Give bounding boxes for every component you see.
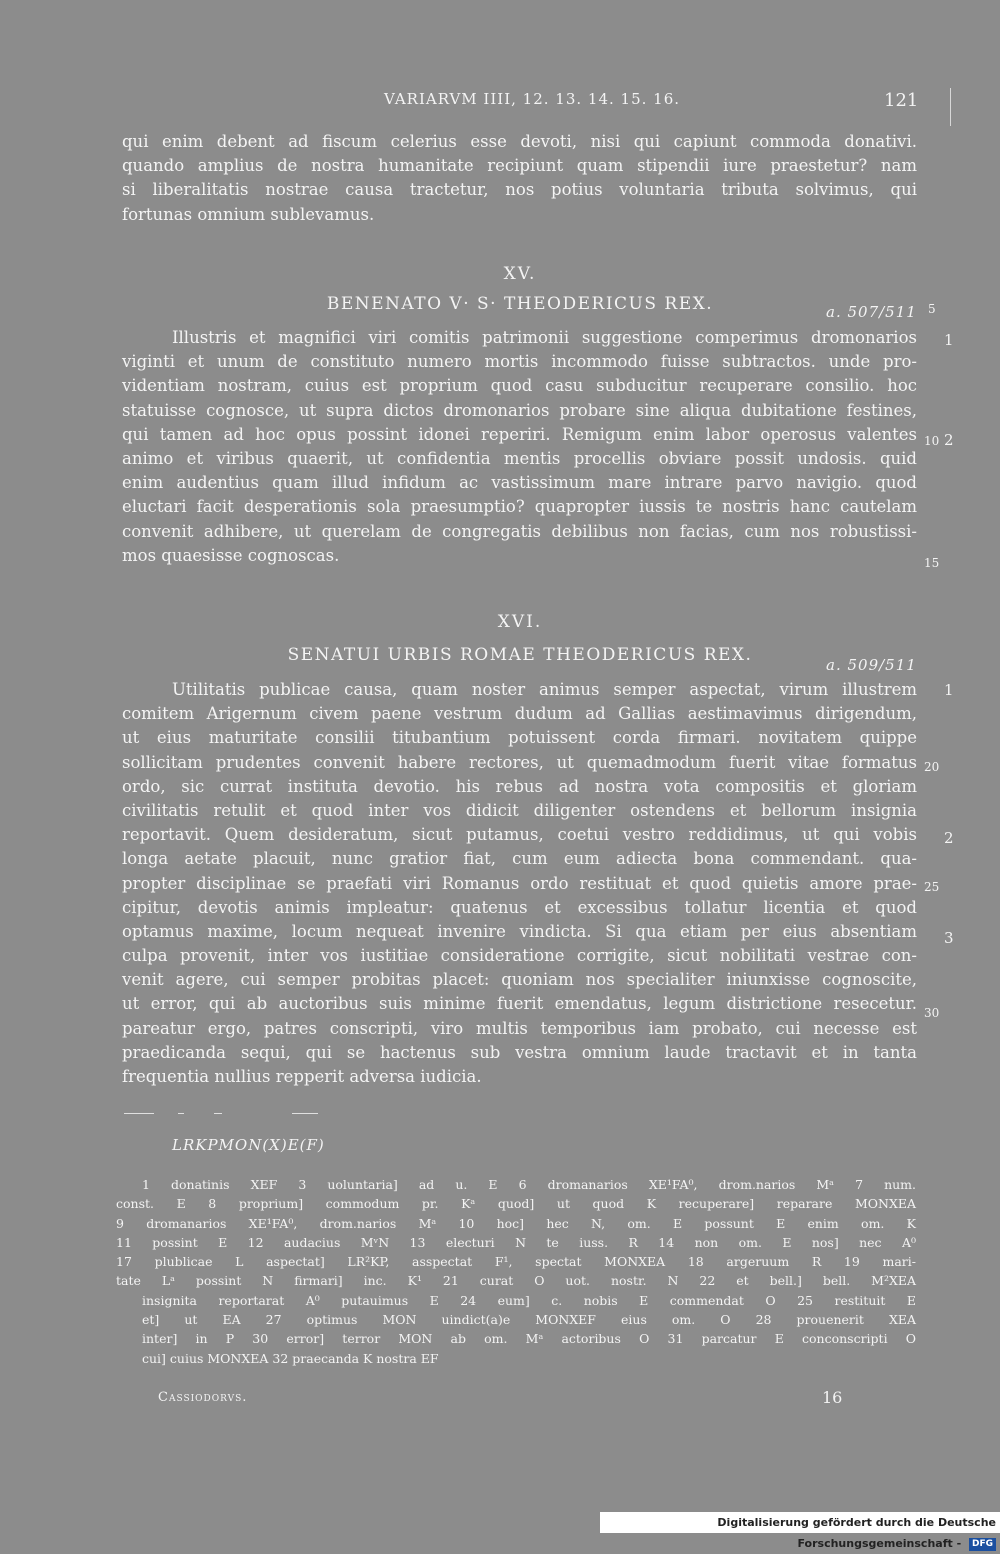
apparatus-line: const. E 8 proprium] commodum pr. Kᵃ quod] ut quod K recuperare] reparare MONXEA: [116, 1196, 916, 1212]
footer-author: Cassiodorvs.: [158, 1390, 248, 1405]
margin-paragraph-number: 2: [944, 431, 954, 449]
text-line: cipitur, devotis animis impleatur: quatenus et excessibus tollatur licentia et quod: [122, 897, 917, 917]
footer-signature: 16: [822, 1388, 843, 1407]
text-line: pareatur ergo, patres conscripti, viro multis temporibus iam probato, cui necesse est: [122, 1018, 917, 1038]
apparatus-rule: [178, 1113, 184, 1114]
edge-mark: [950, 88, 951, 126]
apparatus-rule: [124, 1113, 154, 1114]
text-line: animo et viribus quaerit, ut confidentia mentis procellis obviare possit undosis. quid: [122, 448, 917, 468]
apparatus-rule: [292, 1113, 318, 1114]
text-line: ut eius maturitate consilii titubantium potuissent corda firmari. novitatem quippe: [122, 728, 917, 748]
text-line: quando amplius de nostra humanitate recipiunt quam stipendii iure praestetur? nam: [122, 156, 917, 176]
text-line: optamus maxime, locum nequeat invenire vindicta. Si qua etiam per eius absentiam: [122, 921, 917, 941]
apparatus-line: insignita reportarat A⁰ putauimus E 24 eum] c. nobis E commendat O 25 restituit E: [142, 1292, 916, 1308]
text-line: reportavit. Quem desideratum, sicut putamus, coetui vestro reddidimus, ut qui vobis: [122, 825, 917, 845]
manuscript-sigla: LRKPMON(X)E(F): [172, 1136, 325, 1154]
section-date: a. 507/511: [826, 303, 917, 321]
running-head: [0, 90, 1000, 112]
text-line: eluctari facit desperationis sola praesumptio? quapropter iussis te nostris hanc cautelam: [122, 497, 917, 517]
text-line: comitem Arigernum civem paene vestrum dudum ad Gallias aestimavimus dirigendum,: [122, 704, 917, 724]
text-line: Utilitatis publicae causa, quam noster animus semper aspectat, virum illustrem: [172, 680, 917, 699]
text-line: civilitatis retulit et quod inter vos didicit diligenter ostendens et bellorum insignia: [122, 800, 917, 820]
margin-line-number: 5: [928, 302, 936, 316]
margin-paragraph-number: 2: [944, 829, 954, 847]
digitization-text: Digitalisierung gefördert durch die Deutsche Forschungsgemeinschaft -: [717, 1516, 996, 1550]
apparatus-line: et] ut EA 27 optimus MON uindict(a)e MONXEF eius om. O 28 prouenerit XEA: [142, 1312, 916, 1328]
section-body: [122, 326, 917, 568]
text-line: enim audentius quam illud infidum ac vastissimum mare intrare parvo navigio. quod: [122, 473, 917, 493]
section-title: BENENATO V· S· THEODERICUS REX.: [326, 294, 714, 314]
section-date: a. 509/511: [826, 656, 917, 674]
text-line: qui tamen ad hoc opus possint idonei reperiri. Remigum enim labor operosus valentes: [122, 424, 917, 444]
apparatus-line: 11 possint E 12 audacius MᵛN 13 electuri N te iuss. R 14 non om. E nos] nec A⁰: [116, 1234, 916, 1250]
text-line: culpa provenit, inter vos iustitiae consideratione corrigite, sicut nobilitati vestrae con-: [122, 946, 917, 966]
text-line: praedicanda sequi, qui se hactenus sub vestra omnium laude tractavit et in tanta: [122, 1042, 917, 1062]
running-title: VARIARVM IIII, 12. 13. 14. 15. 16.: [384, 90, 681, 108]
text-line: fortunas omnium sublevamus.: [122, 204, 375, 224]
text-line: sollicitam prudentes convenit habere rectores, ut quemadmodum fuerit vitae formatus: [122, 752, 917, 772]
margin-paragraph-number: 1: [944, 681, 954, 699]
section-number: XVI.: [497, 612, 543, 632]
text-line: ordo, sic currat instituta devotio. his rebus ad nostra vota compositis et gloriam: [122, 776, 917, 796]
text-line: si liberalitatis nostrae causa tractetur, nos potius voluntaria tributa solvimus, qui: [122, 180, 917, 200]
apparatus-line: tate Lᵃ possint N firmari] inc. K¹ 21 curat O uot. nostr. N 22 et bell.] bell. M²XEA: [116, 1273, 916, 1289]
section-number: XV.: [503, 264, 537, 284]
margin-line-number: 10: [924, 434, 940, 448]
critical-apparatus: [116, 1175, 916, 1368]
apparatus-line: 1 donatinis XEF 3 uoluntaria] ad u. E 6 dromanarios XE¹FA⁰, drom.narios Mᵃ 7 num.: [142, 1177, 916, 1192]
apparatus-line: inter] in P 30 error] terror MON ab om. Mᵃ actoribus O 31 parcatur E conconscripti O: [142, 1331, 916, 1347]
text-line: frequentia nullius repperit adversa iudicia.: [122, 1067, 482, 1086]
margin-line-number: 20: [924, 760, 940, 774]
apparatus-line: 9 dromanarios XE¹FA⁰, drom.narios Mᵃ 10 hoc] hec N, om. E possunt E enim om. K: [116, 1215, 916, 1231]
text-line: mos quaesisse cognoscas.: [122, 545, 340, 565]
apparatus-line: 17 plublicae L aspectat] LR²KP, asspectat F¹, spectat MONXEA 18 argeruum R 19 mari-: [116, 1254, 916, 1270]
margin-paragraph-number: 1: [944, 331, 954, 349]
margin-line-number: 25: [924, 880, 940, 894]
text-line: qui enim debent ad fiscum celerius esse devoti, nisi qui capiunt commoda donativi.: [122, 132, 917, 151]
intro-paragraph: [122, 130, 917, 227]
text-line: ut error, qui ab auctoribus suis minime fuerit emendatus, legum districtione resecetur.: [122, 994, 917, 1014]
text-line: convenit adhibere, ut querelam de congregatis debilibus non facias, cum nos robustissi-: [122, 521, 917, 541]
apparatus-rule: [214, 1113, 222, 1114]
text-line: propter disciplinae se praefati viri Romanus ordo restituat et quod quietis amore prae-: [122, 873, 917, 893]
page-number: 121: [884, 90, 919, 111]
text-line: longa aetate placuit, nunc gratior fiat, cum eum adiecta bona commendant. qua-: [122, 849, 917, 869]
dfg-logo: DFG: [969, 1538, 996, 1551]
section-title: SENATUI URBIS ROMAE THEODERICUS REX.: [287, 645, 753, 665]
margin-line-number: 15: [924, 556, 940, 570]
text-line: viginti et unum de constituto numero mortis incommodo fuisse subtractos. unde pro-: [122, 352, 917, 372]
text-line: Illustris et magnifici viri comitis patrimonii suggestione comperimus dromonarios: [172, 328, 917, 347]
apparatus-line: cui] cuius MONXEA 32 praecanda K nostra EF: [142, 1350, 439, 1366]
text-line: statuisse cognosce, ut supra dictos dromonarios probare sine aliqua dubitatione festines,: [122, 400, 917, 420]
text-line: videntiam nostram, cuius est proprium quod casu subducitur recuperare consilio. hoc: [122, 376, 917, 396]
section-body: [122, 678, 917, 1089]
margin-line-number: 30: [924, 1006, 940, 1020]
digitization-note: [600, 1512, 1000, 1550]
margin-paragraph-number: 3: [944, 929, 954, 947]
text-line: venit agere, cui semper probitas placet: quoniam nos specialiter iniunxisse cognoscite,: [122, 970, 917, 990]
